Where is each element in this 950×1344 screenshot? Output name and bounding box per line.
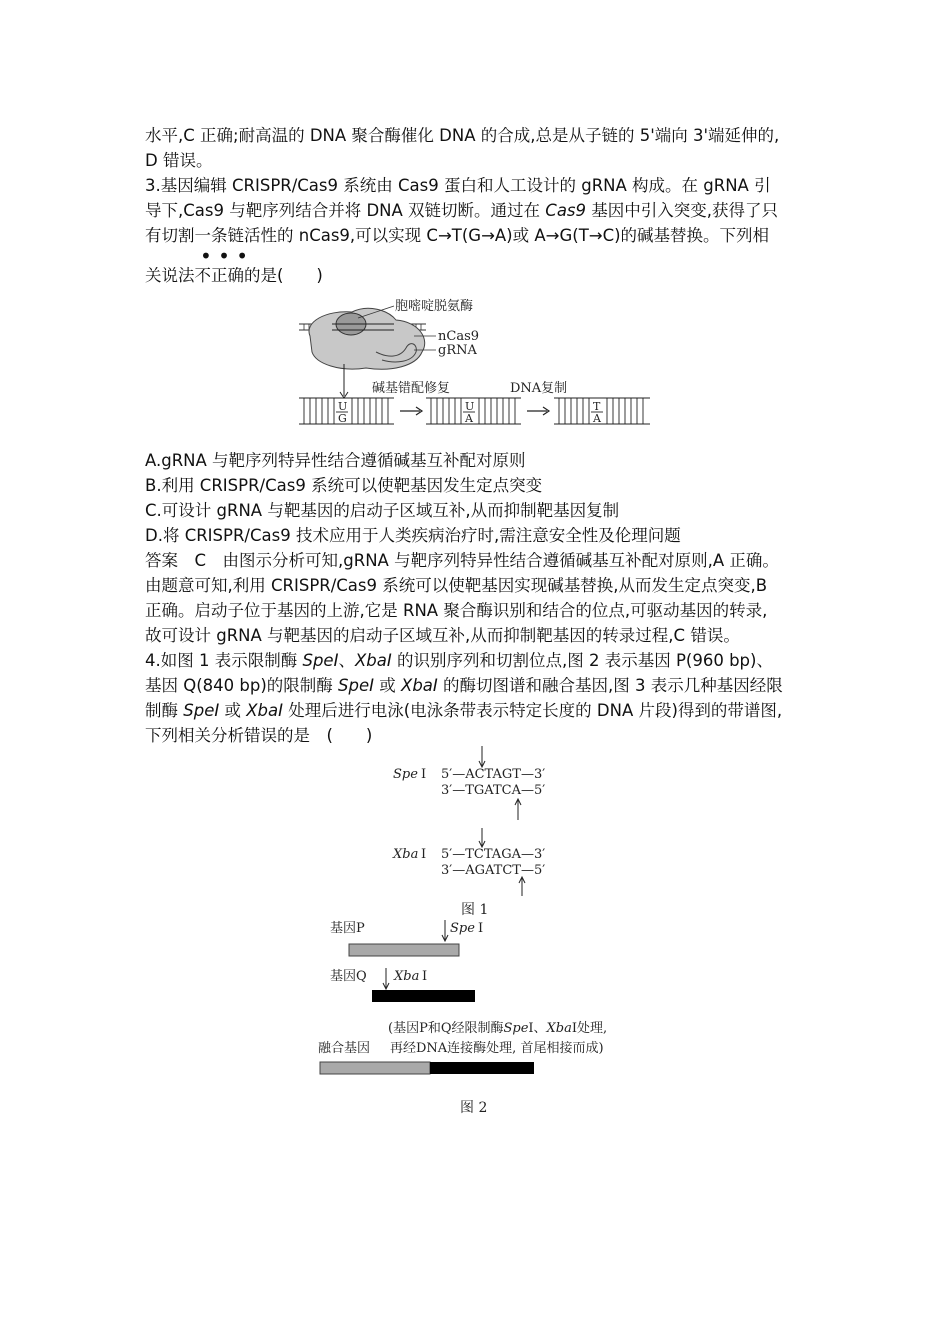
enzyme-name-italic: XbaI — [246, 701, 283, 720]
text-span: 基因中引入突变,获得了只 — [586, 201, 779, 220]
text-span: 制酶 — [145, 701, 184, 720]
label-deaminase: 胞嘧啶脱氨酶 — [395, 299, 474, 314]
base-letter: U — [338, 400, 348, 413]
label-dna-replication: DNA复制 — [510, 381, 568, 396]
gene-q-bar — [372, 990, 475, 1002]
crispr-figure — [296, 292, 656, 430]
label-ncas9: nCas9 — [438, 329, 480, 344]
xba-top-strand: 5′—TCTAGA—3′ — [441, 847, 546, 862]
note-text: (基因P和Q经限制酶 — [388, 1021, 504, 1036]
text-span: 或 — [374, 676, 402, 695]
gene-p-label: 基因P — [330, 921, 365, 936]
answer-line: 由题意可知,利用 CRISPR/Cas9 系统可以使靶基因实现碱基替换,从而发生定点突变,B — [145, 576, 768, 595]
figure-1-caption: 图 1 — [461, 902, 489, 918]
question-4-line — [145, 674, 783, 698]
enzyme-name-italic: SpeI — [338, 676, 375, 695]
fusion-gene-label: 融合基因 — [318, 1041, 371, 1056]
fusion-note-line-2: 再经DNA连接酶处理, 首尾相接而成) — [390, 1041, 604, 1056]
text-span: 4.如图 1 表示限制酶 — [145, 651, 303, 670]
spe-roman: Ⅰ — [421, 767, 427, 782]
xba-bottom-strand: 3′—AGATCT—5′ — [441, 863, 546, 878]
text-line: 水平,C 正确;耐高温的 DNA 聚合酶催化 DNA 的合成,总是从子链的 5'端向 3'端延伸的, — [145, 126, 780, 145]
option-b: B.利用 CRISPR/Cas9 系统可以使靶基因发生定点突变 — [145, 476, 543, 495]
spe-top-strand: 5′—ACTAGT—3′ — [441, 767, 546, 782]
gene-q-label: 基因Q — [330, 969, 367, 984]
figure-1-recognition-sites — [385, 744, 585, 920]
base-letter: A — [465, 412, 473, 425]
question-4-line — [145, 699, 782, 723]
question-3-line — [145, 199, 778, 223]
enzyme-name-italic: SpeI — [302, 651, 339, 670]
option-d: D.将 CRISPR/Cas9 技术应用于人类疾病治疗时,需注意安全性及伦理问题 — [145, 526, 681, 545]
xba-site-label: Xba — [394, 969, 420, 984]
fusion-q-segment — [430, 1062, 534, 1074]
question-4-line: 下列相关分析错误的是 ( ) — [145, 726, 373, 745]
note-text: Ⅰ、 — [528, 1021, 547, 1036]
spe-site-roman: Ⅰ — [478, 921, 484, 936]
text-span: 基因 Q(840 bp)的限制酶 — [145, 676, 339, 695]
gene-name-italic: Cas9 — [545, 201, 587, 220]
text-span: 导下,Cas9 与靶序列结合并将 DNA 双链切断。通过在 — [145, 201, 546, 220]
question-3-line: 关说法不正确的是( ) — [145, 266, 323, 285]
text-span: 处理后进行电泳(电泳条带表示特定长度的 DNA 片段)得到的带谱图, — [282, 701, 783, 720]
xba-roman: Ⅰ — [421, 847, 427, 862]
label-mismatch-repair: 碱基错配修复 — [372, 381, 451, 396]
text-line: D 错误。 — [145, 151, 213, 170]
base-letter: T — [593, 400, 601, 413]
enzyme-name-italic: XbaI — [401, 676, 438, 695]
answer-line: 答案 C 由图示分析可知,gRNA 与靶序列特异性结合遵循碱基互补配对原则,A 正确。 — [145, 551, 779, 570]
base-letter: A — [593, 412, 601, 425]
question-3-line: 3.基因编辑 CRISPR/Cas9 系统由 Cas9 蛋白和人工设计的 gRNA 构成。在 gRNA 引 — [145, 176, 771, 195]
spe-label: Spe — [393, 767, 418, 782]
option-c: C.可设计 gRNA 与靶基因的启动子区域互补,从而抑制靶基因复制 — [145, 501, 620, 520]
enzyme-name-italic: XbaI — [354, 651, 392, 670]
fusion-p-segment — [320, 1062, 430, 1074]
gene-p-bar — [349, 944, 459, 956]
figure-2-caption: 图 2 — [460, 1100, 488, 1116]
base-letter: U — [465, 400, 475, 413]
emphasis-dots: • • • — [200, 244, 249, 268]
spe-site-label: Spe — [450, 921, 475, 936]
base-letter: G — [338, 412, 347, 425]
note-enzyme: Spe — [503, 1021, 529, 1036]
question-3-line: 有切割一条链活性的 nCas9,可以实现 C→T(G→A)或 A→G(T→C)的碱基替换。下列相 — [145, 226, 770, 245]
label-grna: gRNA — [438, 343, 477, 358]
text-span: 的识别序列和切割位点,图 2 表示基因 P(960 bp)、 — [391, 651, 773, 670]
note-text: Ⅰ处理, — [571, 1021, 608, 1036]
option-a: A.gRNA 与靶序列特异性结合遵循碱基互补配对原则 — [145, 451, 526, 470]
text-span: 、 — [338, 651, 355, 670]
question-4-line — [145, 649, 773, 673]
fusion-note-line-1 — [388, 1020, 607, 1036]
note-enzyme: Xba — [546, 1021, 572, 1036]
enzyme-name-italic: SpeI — [183, 701, 220, 720]
text-span: 或 — [219, 701, 247, 720]
text-span: 的酶切图谱和融合基因,图 3 表示几种基因经限 — [437, 676, 783, 695]
spe-bottom-strand: 3′—TGATCA—5′ — [441, 783, 546, 798]
answer-line: 正确。启动子位于基因的上游,它是 RNA 聚合酶识别和结合的位点,可驱动基因的转录, — [145, 601, 768, 620]
xba-label: Xba — [393, 847, 419, 862]
xba-site-roman: Ⅰ — [422, 969, 428, 984]
answer-line: 故可设计 gRNA 与靶基因的启动子区域互补,从而抑制靶基因的转录过程,C 错误。 — [145, 626, 740, 645]
figure-2-fusion-gene — [316, 916, 646, 1120]
